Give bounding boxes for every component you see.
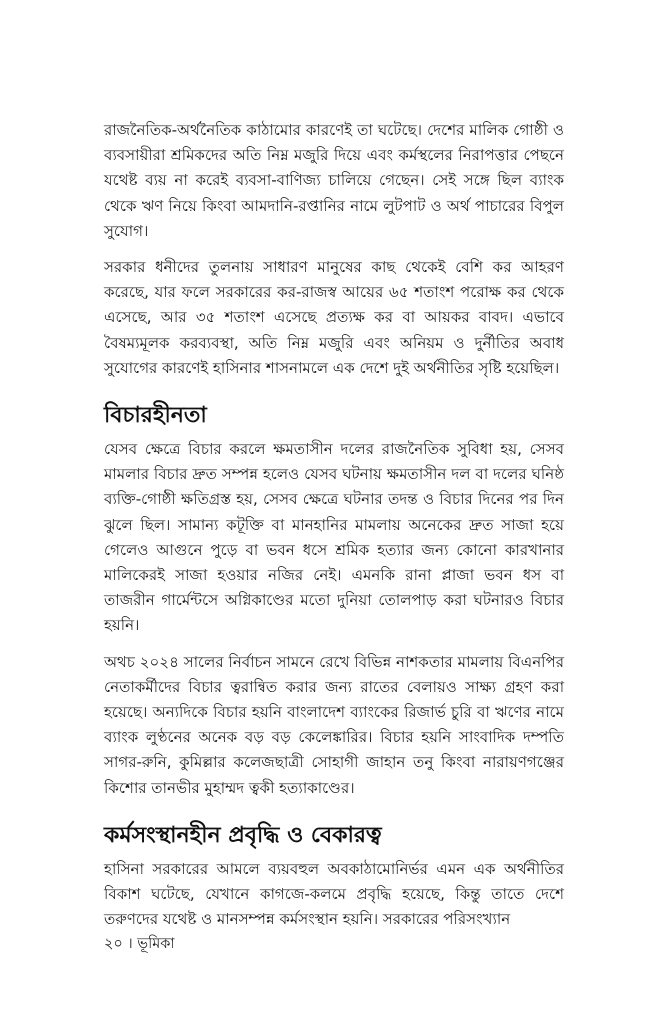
book-section-name: ভূমিকা bbox=[137, 936, 175, 952]
paragraph-impunity-1: যেসব ক্ষেত্রে বিচার করলে ক্ষমতাসীন দলের রাজনৈতিক সুবিধা হয়, সেসব মামলার বিচার দ্রুত সম্পন্ন হলেও যেসব ঘটনায় ক্ষমতাসীন দল বা দলের ঘনিষ্ঠ ব্যক্তি-গোষ্ঠী ক্ষতিগ্রস্ত হয়, সেসব ক্ষেত্রে ঘটনার তদন্ত ও বিচার দিনের পর দিন ঝুলে ছিল। সামান্য কটূক্তি বা মানহানির মামলায় অনেকের দ্রুত সাজা হয়ে গেলেও আগুনে পুড়ে বা ভবন ধসে শ্রমিক হত্যার জন্য কোনো কারখানার মালিকেরই সাজা হওয়ার নজির নেই। এমনকি রানা প্লাজা ভবন ধস বা তাজরীন গার্মেন্টসে অগ্নিকাণ্ডের মতো দুনিয়া তোলপাড় করা ঘটনারও বিচার হয়নি। bbox=[104, 440, 564, 635]
page-number: ২০ bbox=[104, 936, 123, 952]
section-heading-jobless-growth: কর্মসংস্থানহীন প্রবৃদ্ধি ও বেকারত্ব bbox=[104, 822, 382, 848]
paragraph-tax-system: সরকার ধনীদের তুলনায় সাধারণ মানুষের কাছ থেকেই বেশি কর আহরণ করেছে, যার ফলে সরকারের কর-রাজস্ব আয়ের ৬৫ শতাংশ পরোক্ষ কর থেকে এসেছে, আর ৩৫ শতাংশ এসেছে প্রত্যক্ষ কর বা আয়কর বাবদ। এভাবে বৈষম্যমূলক করব্যবস্থা, অতি নিম্ন মজুরি এবং অনিয়ম ও দুর্নীতির অবাধ সুযোগের কারণেই হাসিনার শাসনামলে এক দেশে দুই অর্থনীতির সৃষ্টি হয়েছিল। bbox=[104, 258, 564, 377]
paragraph-continued: রাজনৈতিক-অর্থনৈতিক কাঠামোর কারণেই তা ঘটেছে। দেশের মালিক গোষ্ঠী ও ব্যবসায়ীরা শ্রমিকদের অতি নিম্ন মজুরি দিয়ে এবং কর্মস্থলের নিরাপত্তার পেছনে যথেষ্ট ব্যয় না করেই ব্যবসা-বাণিজ্য চালিয়ে গেছেন। সেই সঙ্গে ছিল ব্যাংক থেকে ঋণ নিয়ে কিংবা আমদানি-রপ্তানির নামে লুটপাট ও অর্থ পাচারের বিপুল সুযোগ। bbox=[104, 121, 564, 240]
page-footer bbox=[104, 934, 175, 954]
page-body bbox=[104, 118, 564, 932]
footer-separator: । bbox=[127, 936, 133, 952]
section-heading-impunity: বিচারহীনতা bbox=[104, 403, 207, 429]
paragraph-impunity-2: অথচ ২০২৪ সালের নির্বাচন সামনে রেখে বিভিন্ন নাশকতার মামলায় বিএনপির নেতাকর্মীদের বিচার ত্বরান্বিত করার জন্য রাতের বেলায়ও সাক্ষ্য গ্রহণ করা হয়েছে। অন্যদিকে বিচার হয়নি বাংলাদেশ ব্যাংকের রিজার্ভ চুরি বা ঋণের নামে ব্যাংক লুণ্ঠনের অনেক বড় বড় কেলেঙ্কারির। বিচার হয়নি সাংবাদিক দম্পতি সাগর-রুনি, কুমিল্লার কলেজছাত্রী সোহাগী জাহান তনু কিংবা নারায়ণগঞ্জের কিশোর তানভীর মুহাম্মদ ত্বকী হত্যাকাণ্ডের। bbox=[104, 652, 564, 797]
paragraph-jobless-growth: হাসিনা সরকারের আমলে ব্যয়বহুল অবকাঠামোনির্ভর এমন এক অর্থনীতির বিকাশ ঘটেছে, যেখানে কাগজে-কলমে প্রবৃদ্ধি হয়েছে, কিন্তু তাতে দেশে তরুণদের যথেষ্ট ও মানসম্পন্ন কর্মসংস্থান হয়নি। সরকারের পরিসংখ্যান bbox=[104, 859, 564, 929]
